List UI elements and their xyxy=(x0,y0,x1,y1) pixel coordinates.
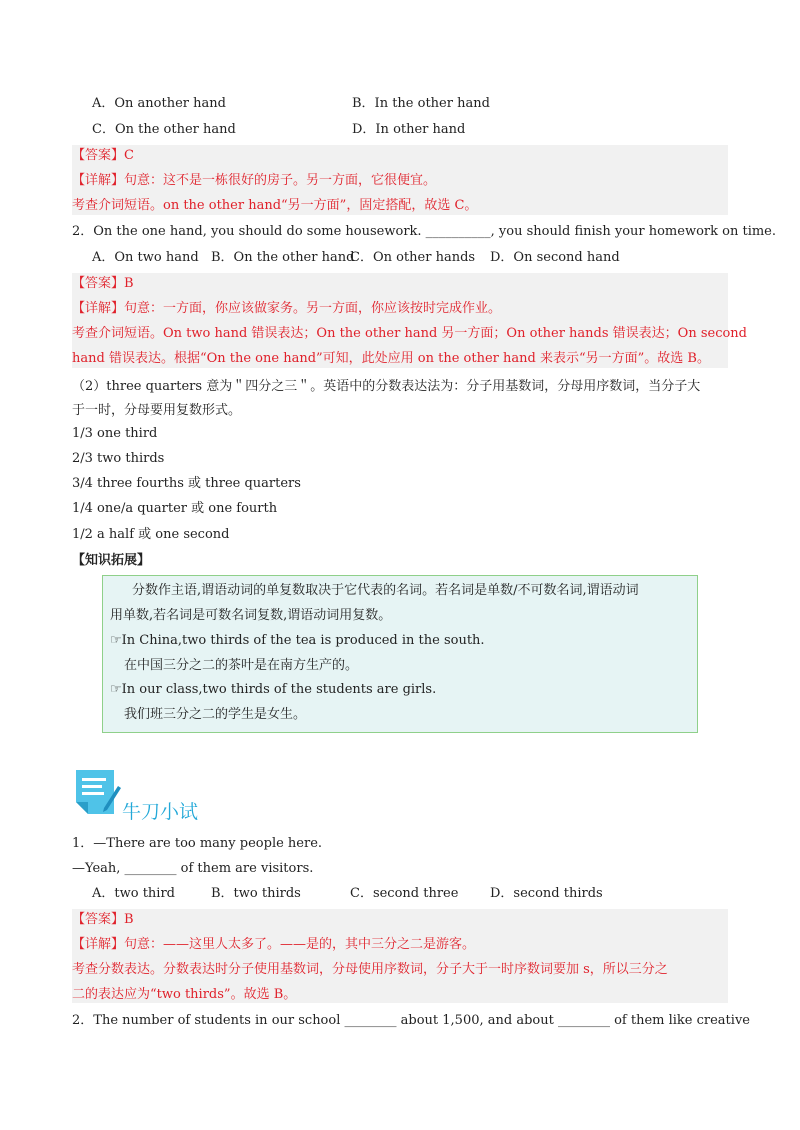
fraction-example: 1/4 one/a quarter 或 one fourth xyxy=(72,501,278,516)
option-b: B．In the other hand xyxy=(352,96,490,111)
practice-q1-explain-line2: 二的表达应为“two thirds”。故选 B。 xyxy=(72,987,297,1002)
practice-q1-explain-line1: 考查分数表达。分数表达时分子使用基数词，分母使用序数词，分子大于一时序数词要加 s，所以三分之 xyxy=(72,962,668,977)
practice-q2-stem: 2．The number of students in our school ________ about 1,500, and about ________ of them like creative xyxy=(72,1013,750,1028)
fraction-example: 2/3 two thirds xyxy=(72,451,165,466)
q2-option-a: A．On two hand xyxy=(92,250,199,265)
answer-prev: 【答案】C xyxy=(72,148,134,163)
answer-q2: 【答案】B xyxy=(72,276,134,291)
detail-prev: 【详解】句意：这不是一栋很好的房子。另一方面，它很便宜。 xyxy=(72,173,437,188)
extension-rule-line1: 分数作主语,谓语动词的单复数取决于它代表的名词。若名词是单数/不可数名词,谓语动词 xyxy=(132,583,639,598)
extension-rule-line2: 用单数,若名词是可数名词复数,谓语动词用复数。 xyxy=(110,608,392,623)
fraction-example: 1/2 a half 或 one second xyxy=(72,527,230,542)
practice-q1-answer: 【答案】B xyxy=(72,912,134,927)
option-a: A．On another hand xyxy=(92,96,226,111)
q2-stem: 2．On the one hand, you should do some housework. __________, you should finish your homework on time. xyxy=(72,224,776,239)
fraction-example: 1/3 one third xyxy=(72,426,158,441)
extension-example1-cn: 在中国三分之二的茶叶是在南方生产的。 xyxy=(124,658,359,673)
option-c: C．On the other hand xyxy=(92,122,236,137)
q2-option-b: B．On the other hand xyxy=(211,250,355,265)
extension-example2-en: ☞In our class,two thirds of the students are girls. xyxy=(110,682,437,697)
practice-q1-line2: —Yeah, ________ of them are visitors. xyxy=(72,861,314,876)
practice-q1-option-a: A．two third xyxy=(92,886,175,901)
explain-prev: 考查介词短语。on the other hand“另一方面”，固定搭配，故选 C。 xyxy=(72,198,478,213)
explain-q2-line1: 考查介词短语。On two hand 错误表达；On the other hand 另一方面；On other hands 错误表达；On second xyxy=(72,326,747,341)
practice-title: 牛刀小试 xyxy=(122,801,199,823)
practice-q1-line1: 1．—There are too many people here. xyxy=(72,836,323,851)
q2-option-c: C．On other hands xyxy=(350,250,476,265)
practice-q1-detail: 【详解】句意：——这里人太多了。——是的，其中三分之二是游客。 xyxy=(72,937,476,952)
practice-q1-option-b: B．two thirds xyxy=(211,886,301,901)
fraction-intro-line1: （2）three quarters 意为＂四分之三＂。英语中的分数表达法为：分子用基数词，分母用序数词，当分子大 xyxy=(72,379,701,394)
extension-example2-cn: 我们班三分之二的学生是女生。 xyxy=(124,707,307,722)
explain-q2-line2: hand 错误表达。根据“On the one hand”可知，此处应用 on the other hand 来表示“另一方面”。故选 B。 xyxy=(72,351,710,366)
note-pencil-icon xyxy=(74,768,122,820)
fraction-intro-line2: 于一时，分母要用复数形式。 xyxy=(72,403,242,418)
q2-option-d: D．On second hand xyxy=(490,250,620,265)
practice-q1-option-c: C．second three xyxy=(350,886,459,901)
option-d: D．In other hand xyxy=(352,122,466,137)
extension-example1-en: ☞In China,two thirds of the tea is produced in the south. xyxy=(110,633,485,648)
practice-q1-option-d: D．second thirds xyxy=(490,886,603,901)
fraction-example: 3/4 three fourths 或 three quarters xyxy=(72,476,301,491)
extension-heading: 【知识拓展】 xyxy=(72,553,151,568)
detail-q2: 【详解】句意：一方面，你应该做家务。另一方面，你应该按时完成作业。 xyxy=(72,301,502,316)
